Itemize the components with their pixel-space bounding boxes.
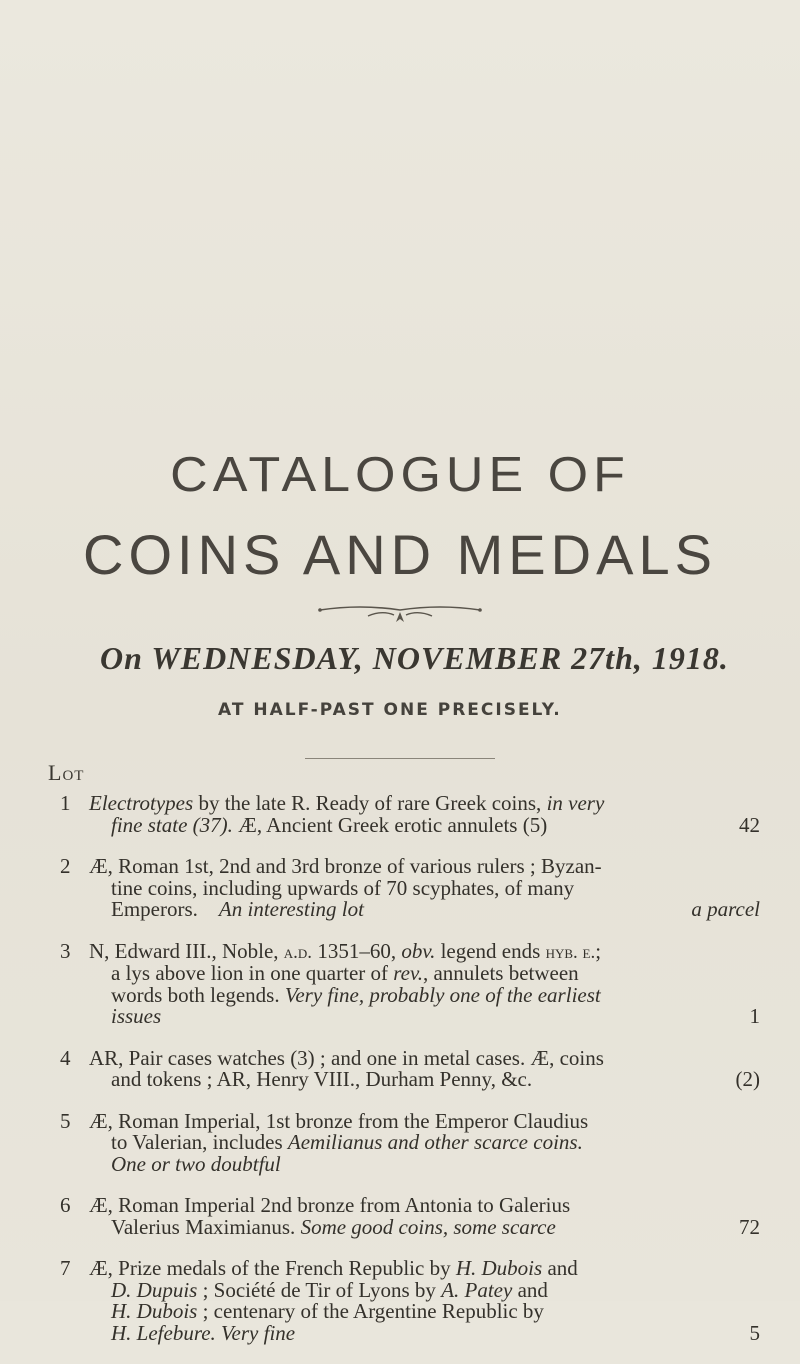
- catalogue-subtitle: COINS AND MEDALS: [83, 523, 717, 586]
- lot-text: a lys above lion in one quarter of: [111, 961, 394, 985]
- lot-item: [60, 793, 760, 836]
- lot-text: , annulets between: [422, 961, 579, 985]
- lot-line: Æ, Roman Imperial 2nd bronze from Antonia to Galerius: [89, 1193, 571, 1217]
- lot-text: by the late R. Ready of rare Greek coins,: [193, 791, 547, 815]
- lot-number: 5: [60, 1108, 71, 1133]
- lot-line: tine coins, including upwards of 70 scyphates, of many: [111, 875, 575, 900]
- lot-text: Electrotypes: [89, 791, 194, 815]
- lot-item: [60, 938, 760, 1028]
- lot-number: 7: [60, 1256, 71, 1280]
- lot-number: 4: [60, 1045, 71, 1070]
- lot-text: H. Lefebure.: [111, 1320, 216, 1345]
- lot-count: 72: [739, 1214, 760, 1239]
- lot-line: [89, 1069, 760, 1091]
- lot-text: 1351–60,: [312, 938, 402, 963]
- lot-count: 1: [749, 1004, 760, 1028]
- lot-line: [89, 1214, 760, 1239]
- lot-text: Æ, Prize medals of the French Republic by: [89, 1256, 456, 1280]
- lot-number: 1: [60, 791, 71, 815]
- lot-line: [89, 1277, 760, 1302]
- lot-count: (2): [735, 1067, 760, 1091]
- lot-text: Æ, Ancient Greek erotic annulets (5): [232, 812, 548, 837]
- lot-line: [89, 1301, 760, 1323]
- lot-line: [89, 982, 760, 1007]
- lot-text: H. Dubois: [455, 1256, 543, 1280]
- lot-text: A. Patey: [441, 1277, 513, 1302]
- lot-text: N, Edward III., Noble,: [89, 938, 284, 963]
- scroll-ornament-icon: [310, 598, 490, 628]
- lot-text: legend ends: [435, 938, 546, 963]
- lot-line: [89, 1006, 760, 1028]
- lot-text: Some good coins, some scarce: [300, 1214, 556, 1239]
- lot-text: Valerius Maximianus.: [111, 1214, 301, 1239]
- lot-line: AR, Pair cases watches (3) ; and one in metal cases. Æ, coins: [89, 1045, 604, 1070]
- lot-text: ; Société de Tir of Lyons by: [197, 1277, 442, 1302]
- lot-text: in very: [546, 791, 605, 815]
- lot-text: Very fine: [215, 1320, 296, 1345]
- lot-text: Very fine, probably one of the earliest: [284, 982, 601, 1007]
- lot-text: hyb. e.: [545, 941, 596, 963]
- lot-number: 2: [60, 854, 71, 878]
- divider-rule: [305, 758, 495, 759]
- lot-item: [60, 1195, 760, 1238]
- lot-text: H. Dubois: [111, 1299, 198, 1323]
- lot-line: [89, 793, 760, 815]
- lot-line: [89, 899, 760, 921]
- lot-count: 42: [739, 812, 760, 837]
- lot-text: issues: [111, 1004, 162, 1028]
- lot-text: rev.: [393, 961, 423, 985]
- lot-count: 5: [749, 1320, 760, 1345]
- lot-text: obv.: [401, 938, 436, 963]
- lot-text: An interesting lot: [218, 897, 364, 921]
- lot-number: 3: [60, 938, 71, 963]
- lot-count: a parcel: [691, 897, 760, 921]
- lot-line: [89, 963, 760, 985]
- lot-line: [89, 1258, 760, 1280]
- lot-line: [89, 1320, 760, 1345]
- lot-item: [60, 856, 760, 921]
- lot-line: [89, 938, 760, 964]
- lot-number: 6: [60, 1193, 71, 1217]
- catalogue-title: CATALOGUE OF: [170, 447, 630, 503]
- lot-text: Emperors.: [111, 897, 198, 921]
- lot-text: D. Dupuis: [111, 1277, 198, 1302]
- lot-item: [60, 1045, 760, 1091]
- lot-text: Aemilianus and other scarce coins.: [287, 1130, 583, 1154]
- lot-text: ;: [595, 938, 602, 963]
- lot-text: words both legends.: [111, 982, 285, 1007]
- lot-item: [60, 1108, 760, 1176]
- lot-line: One or two doubtful: [111, 1151, 281, 1176]
- sale-date: On WEDNESDAY, NOVEMBER 27th, 1918.: [100, 640, 729, 676]
- lot-line: [89, 1132, 760, 1154]
- lot-item: [60, 1258, 760, 1344]
- lot-line: Æ, Roman Imperial, 1st bronze from the Emperor Claudius: [89, 1108, 589, 1133]
- lot-line: Æ, Roman 1st, 2nd and 3rd bronze of various rulers ; Byzan-: [89, 854, 602, 878]
- lot-text: fine state (37).: [111, 812, 233, 837]
- lot-text: a.d.: [283, 941, 313, 963]
- lot-line: [89, 812, 760, 837]
- lot-column-header: Lot: [48, 760, 85, 785]
- lot-list: [60, 793, 760, 1364]
- lot-text: and: [512, 1277, 548, 1302]
- lot-text: and: [542, 1256, 578, 1280]
- lot-text: and tokens ; AR, Henry VIII., Durham Penny, &c.: [111, 1067, 533, 1091]
- sale-time: AT HALF-PAST ONE PRECISELY.: [218, 700, 562, 720]
- lot-text: ; centenary of the Argentine Republic by: [197, 1299, 544, 1323]
- lot-text: to Valerian, includes: [111, 1130, 288, 1154]
